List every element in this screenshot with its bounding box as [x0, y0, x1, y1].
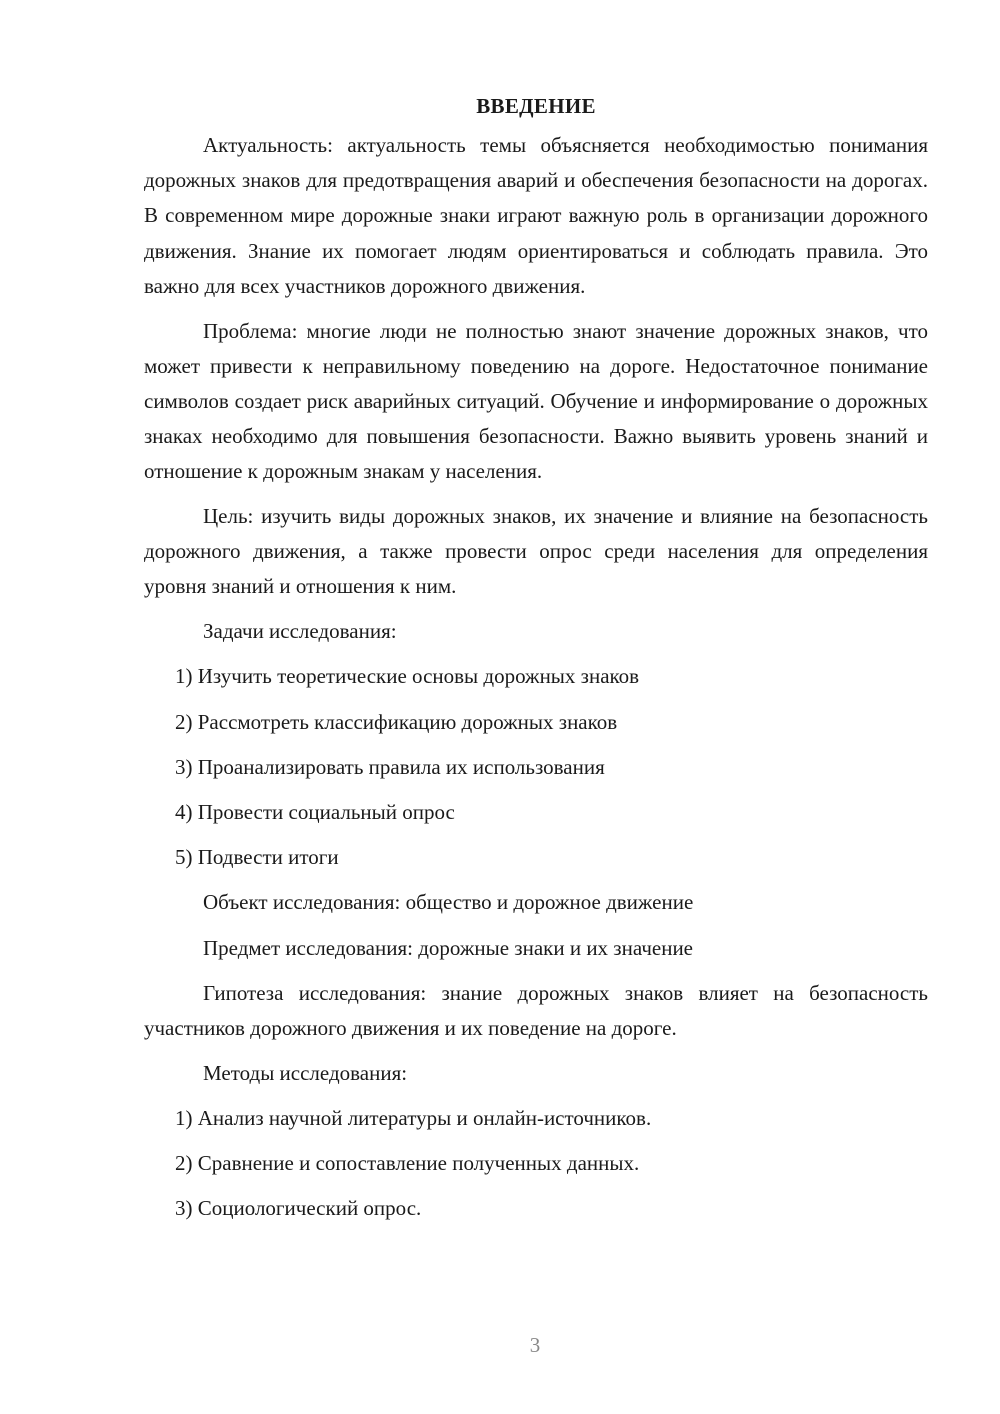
research-object: Объект исследования: общество и дорожное движение	[203, 890, 694, 915]
page-number: 3	[529, 1333, 541, 1357]
methods-heading: Методы исследования:	[203, 1060, 408, 1085]
goal-paragraph: Цель: изучить виды дорожных знаков, их значение и влияние на безопасность дорожного движения, а также провести опрос среди населения для определения уровня знаний и отношения к ним.	[144, 504, 928, 599]
task-item: 5) Подвести итоги	[175, 845, 339, 870]
method-item: 2) Сравнение и сопоставление полученных данных.	[175, 1151, 640, 1176]
methods-list	[144, 1101, 928, 1227]
task-item: 1) Изучить теоретические основы дорожных знаков	[175, 664, 640, 689]
task-item: 4) Провести социальный опрос	[175, 799, 455, 824]
tasks-list	[144, 659, 928, 875]
method-item: 1) Анализ научной литературы и онлайн-источников.	[175, 1105, 652, 1130]
tasks-heading: Задачи исследования:	[203, 619, 397, 644]
method-item: 3) Социологический опрос.	[175, 1196, 422, 1221]
task-item: 3) Проанализировать правила их использования	[175, 754, 605, 779]
hypothesis-paragraph: Гипотеза исследования: знание дорожных знаков влияет на безопасность участников дорожного движения и их поведение на дороге.	[144, 980, 928, 1040]
relevance-paragraph: Актуальность: актуальность темы объясняется необходимостью понимания дорожных знаков для предотвращения аварий и обеспечения безопасности на дорогах. В современном мире дорожные знаки играют важную роль в организации дорожного движения. Знание их помогает людям ориентироваться и соблюдать правила. Это важно для всех участников дорожного движения.	[144, 133, 928, 298]
section-title: ВВЕДЕНИЕ	[476, 94, 596, 118]
task-item: 2) Рассмотреть классификацию дорожных знаков	[175, 709, 618, 734]
research-subject: Предмет исследования: дорожные знаки и их значение	[203, 935, 694, 960]
document-page	[144, 92, 928, 1236]
problem-paragraph: Проблема: многие люди не полностью знают значение дорожных знаков, что может привести к неправильному поведению на дороге. Недостаточное понимание символов создает риск аварийных ситуаций. Обучение и информирование о дорожных знаках необходимо для повышения безопасности. Важно выявить уровень знаний и отношение к дорожным знакам у населения.	[144, 318, 928, 484]
